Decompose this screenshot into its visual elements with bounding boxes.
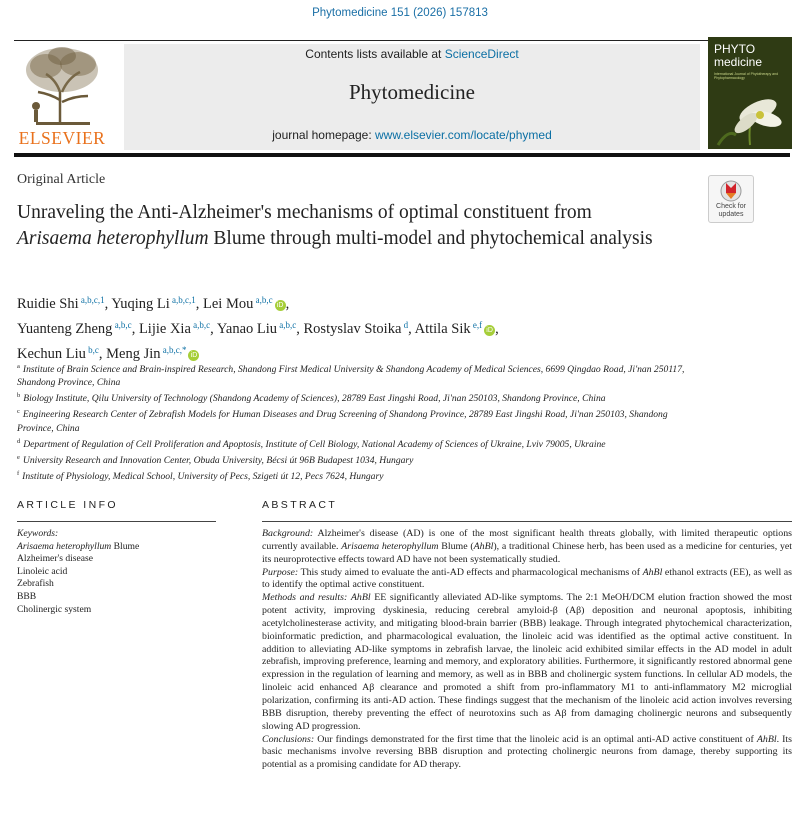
methods-label: Methods and results: [262, 592, 348, 604]
elsevier-wordmark: ELSEVIER [18, 128, 106, 148]
author-affiliation-marker[interactable]: e,f [470, 320, 483, 330]
author-name[interactable]: Rostyslav Stoika [303, 321, 402, 337]
author-list: Ruidie Shi $^{a,b,c,1}$, Yuqing Li $^{a,b,c,1}$, Lei Mou $^{a,b,c}$iD , Yuanteng Zheng $^{a,b,c}$, Lijie Xia $^{a,b,c}$, Yanao Liu $^{a,b,c}$, Rostyslav Stoika $^d$, Attila Sik $^{e,f}$iD , Kechun Liu $^{b,c}$, Meng Jin $^{a,b,c,*}$iD [17, 295, 499, 362]
keywords-list [17, 541, 217, 617]
affiliation-d [17, 435, 697, 451]
affiliation-key: a [17, 363, 20, 370]
affiliation-b [17, 389, 697, 405]
conclusions-label: Conclusions: [262, 733, 315, 745]
affiliation-text: Institute of Brain Science and Brain-inspired Research, Shandong First Medical University & Shandong Academy of Medical Sciences, 6699 Qingdao Road, Ji'nan 250117, Shandong Province, China [17, 364, 685, 389]
author-name[interactable]: Attila Sik [414, 321, 471, 337]
header-bottom-rule [14, 153, 790, 157]
journal-homepage-link[interactable]: www.elsevier.com/locate/phymed [375, 128, 552, 142]
title-part-2: Blume through multi-model and phytochemical analysis [208, 228, 653, 249]
author-affiliation-marker[interactable]: a,b,c,* [160, 345, 187, 355]
cover-title-line2: medicine [714, 55, 763, 69]
author-name[interactable]: Ruidie Shi [17, 296, 79, 312]
keyword: Alzheimer's disease [17, 553, 94, 565]
affiliation-list [17, 360, 697, 483]
abstract-conclusions: Conclusions: Our findings demonstrated for the first time that the linoleic acid is an optimal anti-AD active constituent of AhBl. Its basic mechanisms involve reversing BBB disruption and protecting cholinergic neurons from damage, thereby supporting its potential as a promising candidate for AD therapy. [262, 733, 793, 771]
abstract-background: Background: Alzheimer's disease (AD) is one of the most significant health threats globally, with limited therapeutic options currently available. Arisaema heterophyllum Blume (AhBl), a traditional Chinese herb, has been used as a medicine for centuries, yet its neuroprotective effects toward AD have not been systematically studied. [262, 528, 793, 565]
article-info-heading: ARTICLE INFO [17, 499, 118, 511]
affiliation-text: Biology Institute, Qilu University of Technology (Shandong Academy of Sciences), 28789 East Jingshi Road, Ji'nan 250103, Shandong Province, China [23, 393, 606, 405]
author-affiliation-marker[interactable]: a,b,c [190, 320, 211, 330]
journal-reference[interactable]: Phytomedicine 151 (2026) 157813 [312, 7, 488, 19]
orcid-icon[interactable]: iD [484, 325, 495, 336]
author[interactable] [111, 296, 195, 312]
keyword: Linoleic acid [17, 565, 68, 577]
author[interactable] [217, 321, 296, 337]
cover-title-line1: PHYTO [714, 42, 756, 56]
affiliation-c [17, 405, 697, 434]
affiliation-text: Department of Regulation of Cell Proliferation and Apoptosis, Institute of Cell Biology, National Academy of Sciences of Ukraine, Lviv 79005, Ukraine [23, 438, 606, 450]
author[interactable] [203, 296, 286, 312]
article-title [17, 200, 697, 252]
keyword: Zebrafish [17, 578, 54, 590]
author-affiliation-marker[interactable]: d [401, 320, 409, 330]
author[interactable] [304, 321, 409, 337]
title-species-italic: Arisaema heterophyllum [17, 228, 209, 249]
keywords-panel [17, 528, 217, 616]
abstract-purpose: Purpose: This study aimed to evaluate the anti-AD effects and pharmacological mechanisms of AhBl ethanol extracts (EE), as well as to identify the optimal active constituent. [262, 566, 792, 591]
orcid-icon[interactable]: iD [275, 300, 286, 311]
author-name[interactable]: Yuqing Li [111, 296, 170, 312]
author-name[interactable]: Lei Mou [203, 296, 254, 312]
crossmark-label: Check for updates [716, 203, 746, 218]
article-type: Original Article [17, 172, 106, 187]
journal-name: Phytomedicine [349, 80, 475, 104]
contents-prefix: Contents lists available at [305, 47, 445, 61]
header-top-rule [14, 40, 790, 41]
author-name[interactable]: Meng Jin [106, 346, 161, 362]
author-affiliation-marker[interactable]: b,c [85, 345, 99, 355]
author[interactable] [415, 321, 496, 337]
keyword: Arisaema heterophyllum Blume [17, 540, 140, 552]
cover-flower-illustration [708, 85, 792, 149]
cover-title [714, 43, 762, 69]
author[interactable] [139, 321, 210, 337]
affiliation-key: e [17, 453, 20, 461]
abstract-body [262, 528, 792, 772]
keyword: Cholinergic system [17, 603, 92, 615]
author-name[interactable]: Yanao Liu [216, 321, 278, 337]
affiliation-key: b [17, 392, 21, 400]
affiliation-key: c [17, 408, 20, 416]
affiliation-f [17, 467, 697, 483]
author-affiliation-marker[interactable]: a,b,c [112, 320, 132, 330]
author-affiliation-marker[interactable]: a,b,c [253, 295, 273, 305]
contents-available-line [124, 47, 700, 61]
title-part-1: Unraveling the Anti-Alzheimer's mechanisms of optimal constituent from [17, 202, 592, 223]
check-for-updates-badge[interactable] [708, 175, 754, 223]
author-name[interactable]: Kechun Liu [17, 346, 86, 362]
author-affiliation-marker[interactable]: a,b,c [277, 320, 297, 330]
affiliation-e [17, 451, 697, 467]
author[interactable] [17, 296, 105, 312]
journal-cover-image[interactable] [708, 37, 792, 149]
crossmark-icon [720, 179, 742, 203]
abstract-methods: Methods and results: AhBl EE significantly alleviated AD-like symptoms. The 2:1 MeOH/DCM elution fraction showed the most potent activity, improving dyskinesia, reducing cerebral amyloid-β (Aβ) deposition and neuronal apoptosis, inhibiting acetylcholinesterase activity, and mitigating blood-brain barrier (BBB) leakage. Through integrated phytochemical characterization, bioinformatic prediction, and pharmacological evaluation, the linoleic acid was identified as the optimal active constituent. In addition to alleviating AD-like symptoms in zebrafish larvae, the linoleic acid exhibited similar effects in the AD model in adult zebrafish, improving preference, learning and memory, and exploratory abilities. Furthermore, it significantly restored abnormal gene expression in the regulation of learning and memory, as well as in BBB and cholinergic system functions. In cellular AD models, the linoleic acid enhanced Aβ clearance and promoted a shift from pro-inflammatory M1 to anti-inflammatory M2 microglial polarization, confirming its anti-AD action. These findings suggest that the mechanism of the linoleic acid action involves reversing BBB disruption, thereby preventing the effect of neurotoxins such as Aβ from damaging cholinergic neurons and subsequently slowing AD progression. [262, 592, 792, 732]
cover-subtitle: International Journal of Phytotherapy and Phytopharmacology [714, 72, 779, 80]
affiliation-text: Engineering Research Center of Zebrafish Models for Human Diseases and Drug Screening of Shandong Province, 28789 East Jingshi Road, Ji'nan 250103, Shandong Province, China [17, 409, 668, 434]
sciencedirect-link[interactable]: ScienceDirect [444, 47, 519, 61]
journal-homepage-line [124, 128, 700, 142]
purpose-label: Purpose: [262, 566, 299, 578]
affiliation-a [17, 360, 697, 389]
affiliation-text: University Research and Innovation Center, Obuda University, Bécsi út 96B Budapest 1034, Hungary [22, 454, 414, 466]
abstract-heading: ABSTRACT [262, 499, 338, 511]
keyword: BBB [17, 590, 37, 602]
orcid-icon[interactable]: iD [188, 350, 199, 361]
background-label: Background: [262, 528, 314, 539]
homepage-prefix: journal homepage: [272, 128, 375, 142]
affiliation-text: Institute of Physiology, Medical School, University of Pecs, Szigeti út 12, Pecs 7624, Hungary [22, 471, 384, 483]
author-name[interactable]: Yuanteng Zheng [17, 321, 113, 337]
affiliation-key: f [17, 469, 20, 477]
affiliation-key: d [17, 437, 21, 445]
abstract-rule [262, 521, 792, 522]
author-affiliation-marker[interactable]: a,b,c,1 [78, 295, 105, 305]
keywords-label: Keywords: [17, 528, 59, 539]
author-affiliation-marker[interactable]: a,b,c,1 [169, 295, 196, 305]
article-info-rule [17, 521, 216, 522]
author-name[interactable]: Lijie Xia [138, 321, 191, 337]
author[interactable] [17, 321, 132, 337]
